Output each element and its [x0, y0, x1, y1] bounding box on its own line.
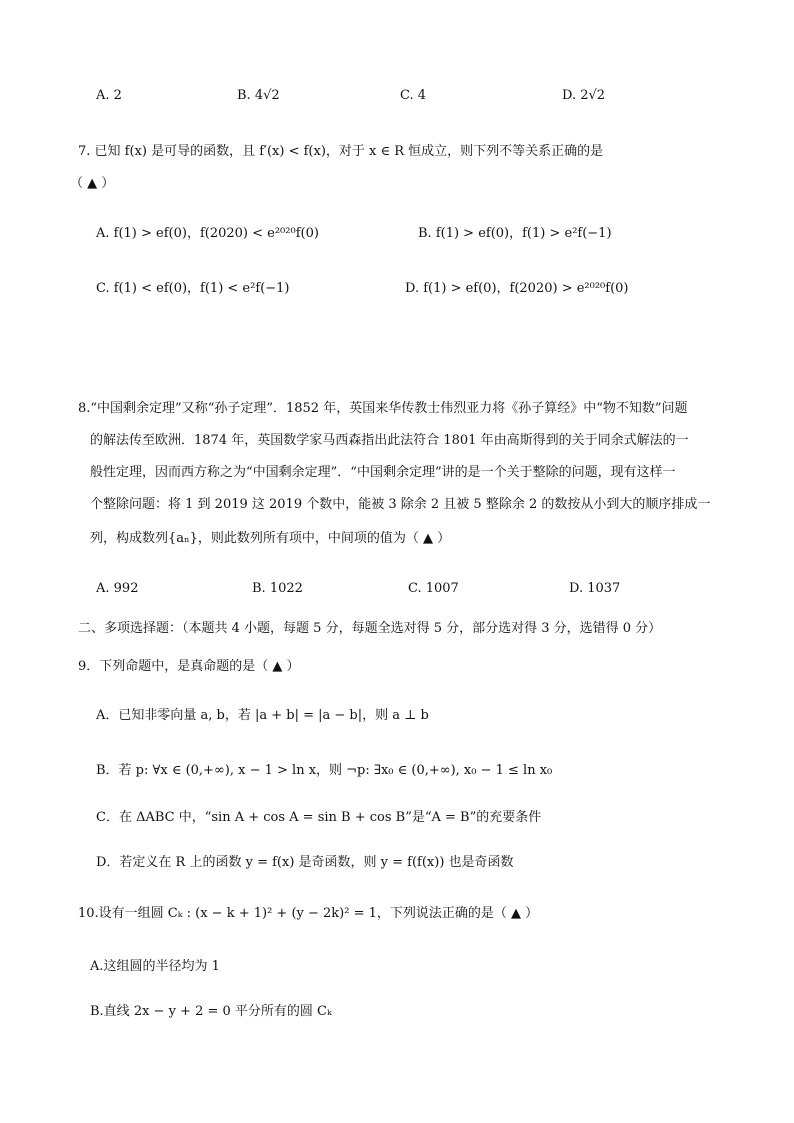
q8-option-c: C. 1007 [408, 581, 459, 596]
q7-option-d: D. f(1) > ef(0)，f(2020) > e²⁰²⁰f(0) [405, 281, 629, 296]
q10-stem: 10.设有一组圆 Cₖ : (x − k + 1)² + (y − 2k)² = 1，下列说法正确的是（ ▲ ） [78, 906, 539, 921]
q9-option-a: A．已知非零向量 a, b，若 |a + b| = |a − b|，则 a ⊥ b [96, 708, 429, 723]
q8-line-2: 的解法传至欧洲．1874 年，英国数学家马西森指出此法符合 1801 年由高斯得到的关于同余式解法的一 [90, 433, 689, 448]
q7-stem: 7. 已知 f(x) 是可导的函数，且 f′(x) < f(x)，对于 x ∈ R 恒成立，则下列不等关系正确的是 [78, 144, 604, 159]
q8-line-5: 列，构成数列{aₙ}，则此数列所有项中，中间项的值为（ ▲ ） [90, 531, 451, 546]
q8-option-a: A. 992 [96, 581, 139, 596]
q6-option-b: B. 4√2 [237, 88, 280, 103]
q9-option-c: C．在 ΔABC 中，“sin A + cos A = sin B + cos B”是“A = B”的充要条件 [96, 810, 542, 825]
q10-option-a: A.这组圆的半径均为 1 [90, 959, 220, 974]
q8-option-b: B. 1022 [252, 581, 303, 596]
q6-option-d: D. 2√2 [562, 88, 606, 103]
q10-option-b: B.直线 2x − y + 2 = 0 平分所有的圆 Cₖ [90, 1004, 332, 1019]
q8-line-3: 般性定理，因而西方称之为“中国剩余定理”．“中国剩余定理”讲的是一个关于整除的问题，现有这样一 [90, 465, 676, 480]
q6-option-a: A. 2 [96, 88, 122, 103]
q8-line-1: 8.“中国剩余定理”又称“孙子定理”．1852 年，英国来华传教士伟烈亚力将《孙子算经》中“物不知数”问题 [78, 401, 688, 416]
q6-option-c: C. 4 [400, 88, 427, 103]
q9-stem: 9．下列命题中，是真命题的是（ ▲ ） [78, 659, 300, 674]
q9-option-b: B．若 p: ∀x ∈ (0,+∞), x − 1 > ln x，则 ¬p: ∃x₀ ∈ (0,+∞), x₀ − 1 ≤ ln x₀ [96, 763, 553, 778]
q7-option-b: B. f(1) > ef(0)，f(1) > e²f(−1) [418, 226, 612, 241]
q8-option-d: D. 1037 [569, 581, 621, 596]
q9-option-d: D．若定义在 R 上的函数 y = f(x) 是奇函数，则 y = f(f(x)) 也是奇函数 [96, 855, 514, 870]
q7-option-a: A. f(1) > ef(0)，f(2020) < e²⁰²⁰f(0) [96, 226, 319, 241]
section-2-heading: 二、多项选择题：（本题共 4 小题，每题 5 分，每题全选对得 5 分，部分选对得 3 分，选错得 0 分） [78, 621, 662, 636]
q7-option-c: C. f(1) < ef(0)，f(1) < e²f(−1) [96, 281, 290, 296]
q8-line-4: 个整除问题：将 1 到 2019 这 2019 个数中，能被 3 除余 2 且被 5 整除余 2 的数按从小到大的顺序排成一 [90, 497, 711, 512]
q7-answer-paren: （ ▲ ） [70, 176, 115, 191]
